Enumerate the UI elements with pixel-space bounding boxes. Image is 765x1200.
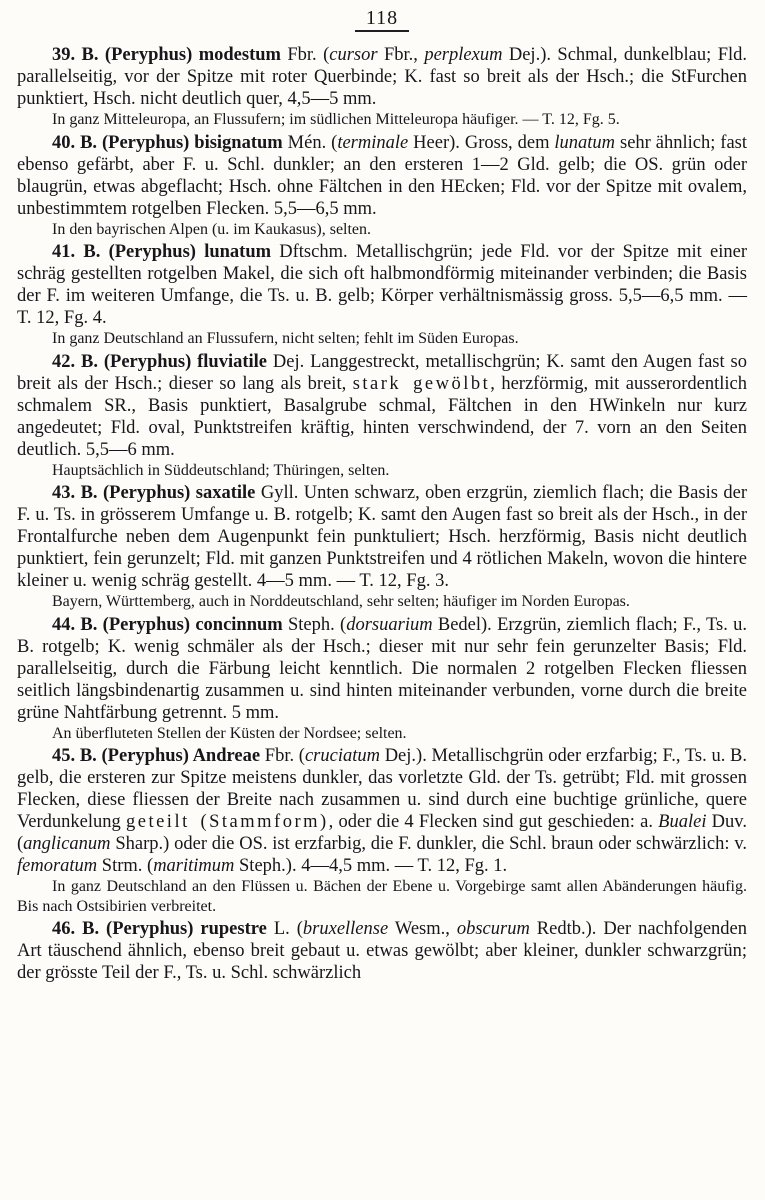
text-run-n: An überfluteten Stellen der Küsten der Nordsee; selten. [52,724,407,742]
text-run-n: Bedel). Erzgrün, ziemlich flach; F., Ts. u. B. rotgelb; K. wenig schmäler als der Hsch.; dieser mit nur sehr fein gerunzelter Basis; Fld. parallelseitig, durch die Färbung leicht kenntlich. Die normalen 2 rotgelben Flecken fliessen seitlich längsbindenartig zusammen u. sind hinten miteinander verbunden, vorne durch die breite grüne Nahtfärbung getrennt. 5 mm. [17,614,747,723]
text-run-n: Strm. ( [97,856,154,876]
text-run-i: maritimum [153,856,235,876]
text-run-b: 42. B. (Peryphus) fluviatile [52,351,273,372]
page-header [17,7,747,32]
species-paragraph [17,918,747,984]
habitat-paragraph [17,592,747,612]
text-run-n: L. ( [273,919,303,939]
text-run-i: obscurum [456,919,530,939]
habitat-paragraph [17,110,747,130]
text-run-n: Dftschm. Metallischgrün; jede Fld. vor der Spitze mit einer schräg gestellten rotgelben Makel, die sich oft halbmondförmig miteinander verbinden; die Basis der F. im weiteren Umfange, die Ts. u. B. gelb; Körper verhältnismässig gross. 5,5—6,5 mm. — T. 12, Fg. 4. [17,242,747,328]
species-paragraph [17,745,747,877]
text-run-b: 40. B. (Peryphus) bisignatum [52,132,288,153]
text-run-i: cruciatum [304,746,380,766]
text-run-n: Duv. ( [17,812,747,854]
text-run-n: Wesm., [388,919,457,939]
page-number: 118 [365,7,399,29]
text-run-b: 43. B. (Peryphus) saxatile [52,483,261,503]
text-run-n: Sharp.) oder die OS. ist erzfarbig, die F. dunkler, die Schl. braun oder schwärzlich: v. [110,834,747,854]
text-run-i: terminale [337,132,409,153]
species-paragraph [17,132,747,220]
text-run-n: In ganz Deutschland an den Flüssen u. Bächen der Ebene u. Vorgebirge samt allen Abänderungen häufig. Bis nach Ostsibirien verbreitet. [17,878,747,915]
text-run-n: Steph. ( [288,614,347,635]
text-run-n: Dej. Langgestreckt, metallischgrün; K. samt den Augen fast so breit als der Hsch.; dieser so lang als breit, [17,351,747,394]
text-run-b: 45. B. (Peryphus) Andreae [52,746,265,766]
text-run-n: Redtb.). Der nachfolgenden Art täuschend ähnlich, ebenso breit gebaut u. etwas gewölbt; aber kleiner, dunkler schwarzgrün; der grösste Teil der F., Ts. u. Schl. schwärzlich [17,919,747,983]
text-run-i: cursor [329,45,378,65]
text-run-i: anglicanum [23,834,111,854]
text-run-i: dorsuarium [346,614,433,635]
species-paragraph [17,351,747,461]
text-run-n: Dej.). Metallischgrün oder erzfarbig; F., Ts. u. B. gelb, die ersteren zur Spitze meistens dunkler, das vorletzte Gld. der Ts. getrübt; Fld. mit grossen Flecken, diese fliessen der Breite nach zusammen u. sind durch eine buchtige grünliche, quere Verdunkelung [17,746,747,832]
habitat-paragraph [17,461,747,481]
text-run-i: femoratum [17,856,98,876]
text-run-i: perplexum [424,45,503,65]
habitat-paragraph [17,877,747,916]
habitat-paragraph [17,220,747,240]
text-run-n: Fbr. ( [287,45,330,65]
text-run-n: Heer). Gross, dem [408,132,555,153]
header-rule [355,30,409,32]
text-run-n: Hauptsächlich in Süddeutschland; Thüringen, selten. [52,461,390,479]
text-run-sp: stark gewölbt [352,373,491,394]
species-paragraph [17,614,747,724]
text-run-n: Gyll. Unten schwarz, oben erzgrün, ziemlich flach; die Basis der F. u. Ts. in grösserem Umfange u. B. rotgelb; K. samt den Augen fast so breit als der Hsch., in der Frontalfurche neben dem Augenpunkt fein punktuliert; Hsch. herzförmig, Basis nicht deutlich punktiert, fein gerunzelt; Fld. mit ganzen Punktstreifen und 4 rötlichen Makeln, wovon die hintere kleiner u. wenig schräg gestellt. 4—5 mm. — T. 12, Fg. 3. [17,483,747,591]
text-run-n: Bayern, Württemberg, auch in Norddeutschland, sehr selten; häufiger im Norden Europas. [52,593,630,610]
text-block [17,44,747,984]
text-run-n: Steph.). 4—4,5 mm. — T. 12, Fg. 1. [234,856,508,876]
text-run-b: 46. B. (Peryphus) rupestre [52,919,274,939]
text-run-n: In den bayrischen Alpen (u. im Kaukasus), selten. [52,220,372,238]
text-run-n: Fbr., [377,45,425,65]
text-run-n: Dej.). Schmal, dunkelblau; Fld. parallelseitig, vor der Spitze mit roter Querbinde; K. fast so breit als der Hsch.; die StFurchen punktiert, Hsch. nicht deutlich quer, 4,5—5 mm. [17,45,748,109]
species-paragraph [17,44,747,110]
text-run-n: , oder die 4 Flecken sind gut geschieden: a. [328,812,659,832]
text-run-n: sehr ähnlich; fast ebenso gefärbt, aber F. u. Schl. dunkler; an den ersteren 1—2 Gld. gelb; die OS. grün oder blaugrün, etwas abgeflacht; Hsch. ohne Fältchen in den HEcken; Fld. vor der Spitze mit ovalem, unbestimmtem rotgelben Flecken. 5,5—6,5 mm. [17,132,748,219]
text-run-b: 44. B. (Peryphus) concinnum [52,614,288,635]
text-run-n: In ganz Deutschland an Flussufern, nicht selten; fehlt im Süden Europas. [52,330,519,347]
text-run-sp: geteilt (Stammform) [126,812,329,832]
species-paragraph [17,482,747,592]
text-run-i: lunatum [554,132,616,153]
habitat-paragraph [17,724,747,744]
text-run-b: 41. B. (Peryphus) lunatum [52,242,280,262]
text-run-n: Fbr. ( [264,746,305,766]
species-paragraph [17,241,747,329]
text-run-n: Mén. ( [287,132,338,153]
text-run-n: In ganz Mitteleuropa, an Flussufern; im südlichen Mitteleuropa häufiger. — T. 12, Fg. 5. [52,111,620,128]
habitat-paragraph [17,329,747,349]
text-run-n: , herzförmig, mit ausserordentlich schmalem SR., Basis punktiert, Basalgrube schmal, Fältchen in den HWinkeln nur kurz angedeutet; Fld. oval, Punktstreifen kräftig, hinten verschwindend, der 7. vorn an den Seiten deutlich. 5,5—6 mm. [17,373,747,460]
text-run-i: bruxellense [302,919,389,939]
text-run-i: Bualei [658,812,707,832]
text-run-b: 39. B. (Peryphus) modestum [52,45,288,65]
